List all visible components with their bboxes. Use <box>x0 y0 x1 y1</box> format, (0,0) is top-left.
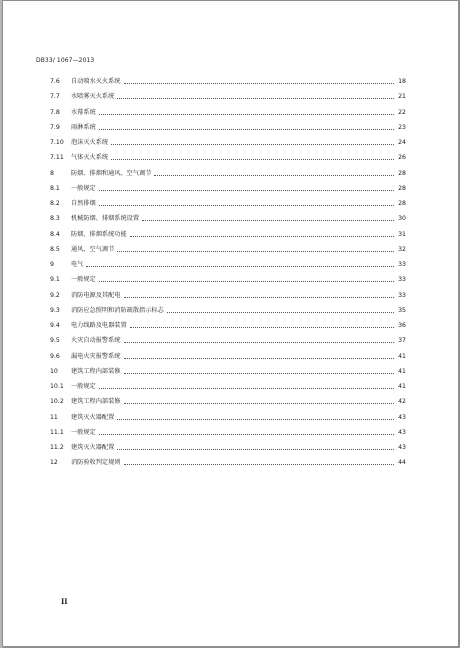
toc-entry-number: 10 <box>50 367 58 375</box>
toc-entry-title: 建筑灭火器配置 <box>71 413 115 421</box>
toc-entry-number: 7.9 <box>50 123 60 131</box>
toc-entry-number: 8.3 <box>50 215 60 223</box>
toc-entry[interactable] <box>50 395 406 405</box>
toc-entry-page: 41 <box>398 352 406 360</box>
toc-dot-leader <box>99 387 394 389</box>
toc-entry-number: 9.2 <box>50 291 60 299</box>
toc-entry-number: 8.1 <box>50 184 60 192</box>
toc-entry-title: 漏电火灾报警系统 <box>71 352 121 360</box>
toc-entry[interactable] <box>50 182 406 192</box>
toc-entry-title: 自然排烟 <box>71 200 96 207</box>
toc-entry-number: 9.6 <box>50 352 60 360</box>
toc-entry[interactable] <box>50 212 406 222</box>
toc-entry[interactable] <box>50 319 406 329</box>
toc-entry-title: 建筑灭火器配置 <box>71 444 115 451</box>
toc-dot-leader <box>154 174 394 176</box>
toc-entry-page: 28 <box>398 184 406 192</box>
toc-dot-leader <box>124 372 395 374</box>
toc-entry[interactable] <box>50 136 406 146</box>
toc-entry-page: 41 <box>398 383 406 390</box>
toc-entry[interactable] <box>50 289 406 299</box>
page-number: II <box>61 597 68 606</box>
toc-dot-leader <box>124 296 395 298</box>
toc-entry-title: 火灾自动报警系统 <box>71 337 121 345</box>
toc-entry-title: 建筑工程内部装修 <box>71 367 121 375</box>
toc-dot-leader <box>117 97 394 99</box>
toc-entry-number: 9 <box>50 261 54 268</box>
toc-entry-title: 防烟、排烟系统功能 <box>71 230 127 238</box>
toc-entry[interactable] <box>50 90 406 100</box>
toc-entry-page: 24 <box>398 139 406 146</box>
toc-entry-page: 28 <box>398 200 406 207</box>
toc-dot-leader <box>117 250 394 252</box>
toc-entry-number: 7.8 <box>50 108 60 116</box>
toc-entry-title: 消防应急照明和消防疏散指示标志 <box>71 306 164 314</box>
toc-dot-leader <box>167 311 394 313</box>
toc-dot-leader <box>117 418 394 420</box>
toc-entry-number: 9.3 <box>50 306 60 314</box>
toc-entry-title: 一般规定 <box>71 184 96 192</box>
toc-dot-leader <box>99 128 394 130</box>
toc-entry-page: 31 <box>398 230 406 238</box>
toc-dot-leader <box>99 113 394 115</box>
toc-entry[interactable] <box>50 411 406 421</box>
toc-dot-leader <box>142 219 394 221</box>
toc-entry-page: 41 <box>398 367 406 375</box>
toc-entry-title: 电气 <box>71 261 84 268</box>
toc-entry-title: 水喷雾灭火系统 <box>71 93 115 101</box>
toc-dot-leader <box>124 341 395 343</box>
toc-entry-page: 42 <box>398 398 406 406</box>
toc-entry-title: 气体灭火系统 <box>71 154 109 162</box>
toc-entry-page: 33 <box>398 261 406 268</box>
toc-entry[interactable] <box>50 75 406 85</box>
toc-entry-page: 32 <box>398 245 406 253</box>
toc-dot-leader <box>117 448 394 450</box>
toc-entry-title: 雨淋系统 <box>71 123 96 131</box>
toc-entry[interactable] <box>50 273 406 283</box>
toc-entry[interactable] <box>50 456 406 466</box>
toc-entry[interactable] <box>50 350 406 360</box>
document-page <box>2 0 459 647</box>
toc-entry-page: 43 <box>398 444 406 451</box>
toc-entry[interactable] <box>50 243 406 253</box>
toc-entry[interactable] <box>50 380 406 390</box>
toc-entry-page: 21 <box>398 93 406 101</box>
toc-entry-title: 电力线路及电器装置 <box>71 322 127 329</box>
toc-entry-title: 一般规定 <box>71 428 96 436</box>
toc-dot-leader <box>124 357 395 359</box>
toc-entry[interactable] <box>50 167 406 177</box>
toc-entry[interactable] <box>50 441 406 451</box>
toc-dot-leader <box>111 158 394 160</box>
toc-entry-page: 36 <box>398 322 406 329</box>
toc-entry-title: 自动喷水灭火系统 <box>71 78 121 85</box>
toc-dot-leader <box>124 82 395 84</box>
toc-entry-number: 11.1 <box>50 428 64 436</box>
toc-entry[interactable] <box>50 258 406 268</box>
toc-dot-leader <box>130 326 394 328</box>
toc-entry-number: 11.2 <box>50 444 64 451</box>
toc-entry-page: 28 <box>398 169 406 177</box>
toc-entry-number: 7.10 <box>50 139 64 146</box>
toc-entry-page: 18 <box>398 78 406 85</box>
toc-entry-page: 35 <box>398 306 406 314</box>
toc-entry-page: 44 <box>398 459 406 467</box>
toc-entry[interactable] <box>50 228 406 238</box>
toc-entry[interactable] <box>50 304 406 314</box>
toc-entry-number: 9.5 <box>50 337 60 345</box>
toc-entry-number: 7.7 <box>50 93 60 101</box>
toc-dot-leader <box>99 433 394 435</box>
document-code: DB33/ 1067—2013 <box>36 57 95 64</box>
toc-entry-title: 消防电源及其配电 <box>71 291 121 299</box>
toc-entry-number: 7.11 <box>50 154 64 162</box>
toc-dot-leader <box>111 143 394 145</box>
toc-entry-page: 23 <box>398 123 406 131</box>
toc-entry-title: 通风、空气调节 <box>71 245 115 253</box>
toc-dot-leader <box>124 463 395 465</box>
toc-dot-leader <box>99 204 394 206</box>
toc-entry-title: 水幕系统 <box>71 108 96 116</box>
toc-entry-number: 10.1 <box>50 383 64 390</box>
toc-entry[interactable] <box>50 365 406 375</box>
toc-entry-page: 30 <box>398 215 406 223</box>
toc-entry-number: 10.2 <box>50 398 64 406</box>
toc-dot-leader <box>99 189 394 191</box>
toc-entry-page: 33 <box>398 291 406 299</box>
toc-dot-leader <box>124 402 395 404</box>
toc-entry-number: 8.4 <box>50 230 60 238</box>
toc-dot-leader <box>86 265 394 267</box>
toc-entry-title: 一般规定 <box>71 383 96 390</box>
toc-entry-number: 7.6 <box>50 78 60 85</box>
toc-entry-number: 8.5 <box>50 245 60 253</box>
toc-entry-number: 9.1 <box>50 276 60 284</box>
toc-entry-page: 43 <box>398 413 406 421</box>
toc-entry-title: 机械防烟、排烟系统设置 <box>71 215 140 223</box>
toc-entry-page: 22 <box>398 108 406 116</box>
toc-entry[interactable] <box>50 151 406 161</box>
toc-entry-number: 8 <box>50 169 54 177</box>
toc-entry[interactable] <box>50 197 406 207</box>
toc-entry-page: 43 <box>398 428 406 436</box>
toc-entry[interactable] <box>50 106 406 116</box>
toc-entry[interactable] <box>50 121 406 131</box>
table-of-contents <box>3 1 458 646</box>
toc-entry-page: 26 <box>398 154 406 162</box>
toc-entry-title: 防烟、排烟和通风、空气调节 <box>71 169 152 177</box>
toc-entry[interactable] <box>50 334 406 344</box>
toc-entry-title: 一般规定 <box>71 276 96 284</box>
toc-entry-title: 建筑工程内部装修 <box>71 398 121 406</box>
toc-entry-number: 12 <box>50 459 58 467</box>
toc-entry[interactable] <box>50 426 406 436</box>
toc-dot-leader <box>130 235 394 237</box>
toc-entry-title: 消防验收判定规则 <box>71 459 121 467</box>
toc-entry-number: 11 <box>50 413 58 421</box>
toc-dot-leader <box>99 280 394 282</box>
toc-entry-title: 泡沫灭火系统 <box>71 139 109 146</box>
toc-entry-number: 9.4 <box>50 322 60 329</box>
toc-entry-number: 8.2 <box>50 200 60 207</box>
toc-entry-page: 33 <box>398 276 406 284</box>
toc-entry-page: 37 <box>398 337 406 345</box>
